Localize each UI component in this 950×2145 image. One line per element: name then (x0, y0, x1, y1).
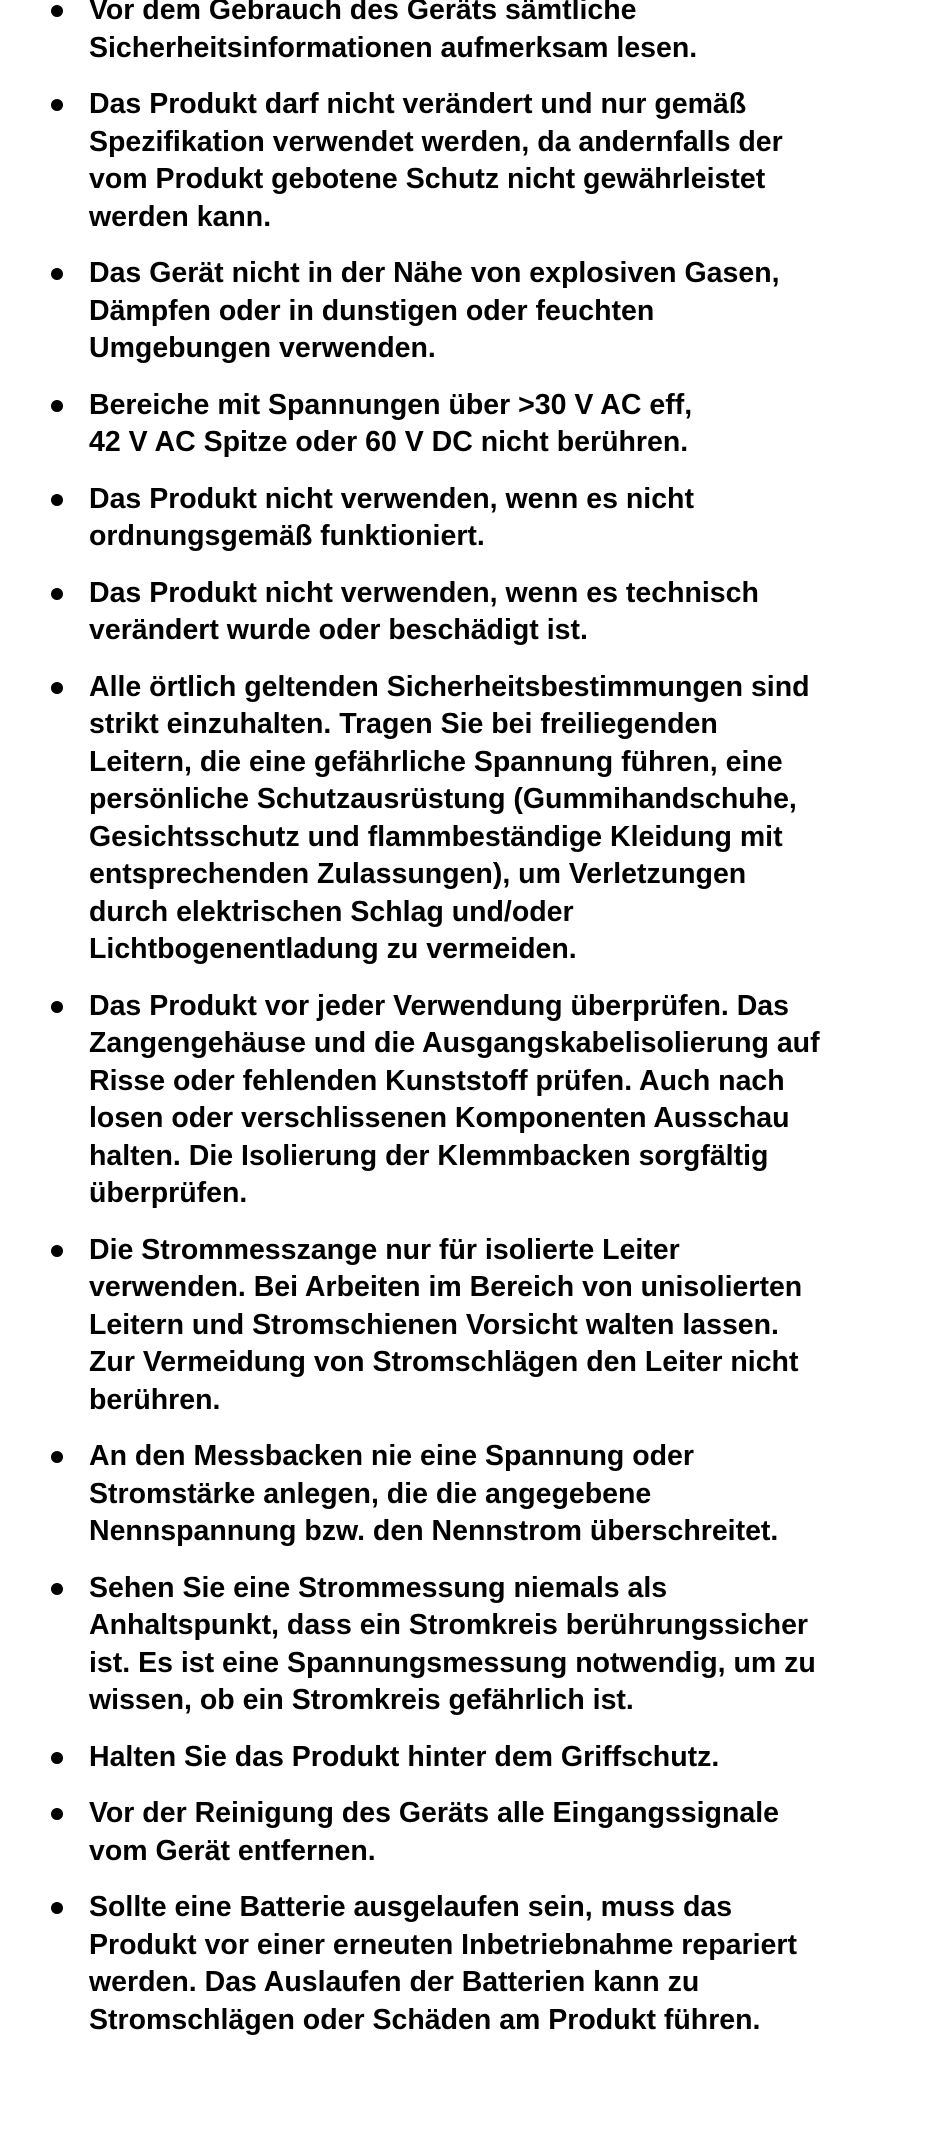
bullet-icon (51, 1001, 63, 1013)
list-item (0, 1739, 950, 1777)
bullet-icon (51, 682, 63, 694)
list-item-text: Alle örtlich geltenden Sicherheitsbestimmungen sind strikt einzuhalten. Tragen Sie bei freiliegenden Leitern, die eine gefährliche Spannung führen, eine persönliche Schutzausrüstung (Gummihandschuhe, Gesichtsschutz und flammbeständige Kleidung mit entsprechenden Zulassungen), um Verletzungen durch elektrischen Schlag und/oder Lichtbogenentladung zu vermeiden. (89, 670, 810, 965)
list-item-text: Vor dem Gebrauch des Geräts sämtliche Sicherheitsinformationen aufmerksam lesen. (89, 0, 698, 64)
list-item (0, 255, 950, 368)
list-item-text: Bereiche mit Spannungen über >30 V AC eff, 42 V AC Spitze oder 60 V DC nicht berühren. (89, 388, 693, 458)
list-item-text: Das Produkt nicht verwenden, wenn es nicht ordnungsgemäß funktioniert. (89, 482, 694, 552)
list-item-text: Die Strommesszange nur für isolierte Leiter verwenden. Bei Arbeiten im Bereich von unisolierten Leitern und Stromschienen Vorsicht walten lassen. Zur Vermeidung von Stromschlägen den Leiter nicht berühren. (89, 1233, 803, 1416)
list-item (0, 1232, 950, 1420)
list-item (0, 86, 950, 236)
list-item (0, 481, 950, 556)
list-item (0, 669, 950, 969)
bullet-icon (51, 1808, 63, 1820)
bullet-icon (51, 1245, 63, 1257)
bullet-icon (51, 1752, 63, 1764)
list-item-text: Sehen Sie eine Strommessung niemals als Anhaltspunkt, dass ein Stromkreis berührungssicher ist. Es ist eine Spannungsmessung notwendig, um zu wissen, ob ein Stromkreis gefährlich ist. (89, 1571, 816, 1716)
bullet-icon (51, 1902, 63, 1914)
list-item (0, 1438, 950, 1551)
list-item (0, 0, 950, 67)
list-item (0, 575, 950, 650)
list-item-text: Das Produkt darf nicht verändert und nur gemäß Spezifikation verwendet werden, da andernfalls der vom Produkt gebotene Schutz nicht gewährleistet werden kann. (89, 88, 783, 233)
list-item-text: Halten Sie das Produkt hinter dem Griffschutz. (89, 1740, 720, 1773)
bullet-icon (51, 400, 63, 412)
list-item-text: Das Gerät nicht in der Nähe von explosiven Gasen, Dämpfen oder in dunstigen oder feuchten Umgebungen verwenden. (89, 257, 780, 364)
list-item (0, 1889, 950, 2039)
bullet-icon (51, 1451, 63, 1463)
list-item-text: Vor der Reinigung des Geräts alle Eingangssignale vom Gerät entfernen. (89, 1797, 779, 1867)
bullet-icon (51, 5, 63, 17)
list-item-text: An den Messbacken nie eine Spannung oder Stromstärke anlegen, die die angegebene Nennspannung bzw. den Nennstrom überschreitet. (89, 1440, 779, 1547)
list-item-text: Das Produkt vor jeder Verwendung überprüfen. Das Zangengehäuse und die Ausgangskabelisolierung auf Risse oder fehlenden Kunststoff prüfen. Auch nach losen oder verschlissenen Komponenten Ausschau halten. Die Isolierung der Klemmbacken sorgfältig überprüfen. (89, 989, 820, 1209)
bullet-icon (51, 494, 63, 506)
list-item-text: Sollte eine Batterie ausgelaufen sein, muss das Produkt vor einer erneuten Inbetriebnahme repariert werden. Das Auslaufen der Batterien kann zu Stromschlägen oder Schäden am Produkt führen. (89, 1891, 797, 2036)
bullet-icon (51, 588, 63, 600)
list-item (0, 1795, 950, 1870)
bullet-icon (51, 99, 63, 111)
list-item (0, 988, 950, 1213)
bullet-icon (51, 268, 63, 280)
list-item-text: Das Produkt nicht verwenden, wenn es technisch verändert wurde oder beschädigt ist. (89, 576, 759, 646)
list-item (0, 1570, 950, 1720)
list-item (0, 387, 950, 462)
bullet-icon (51, 1583, 63, 1595)
